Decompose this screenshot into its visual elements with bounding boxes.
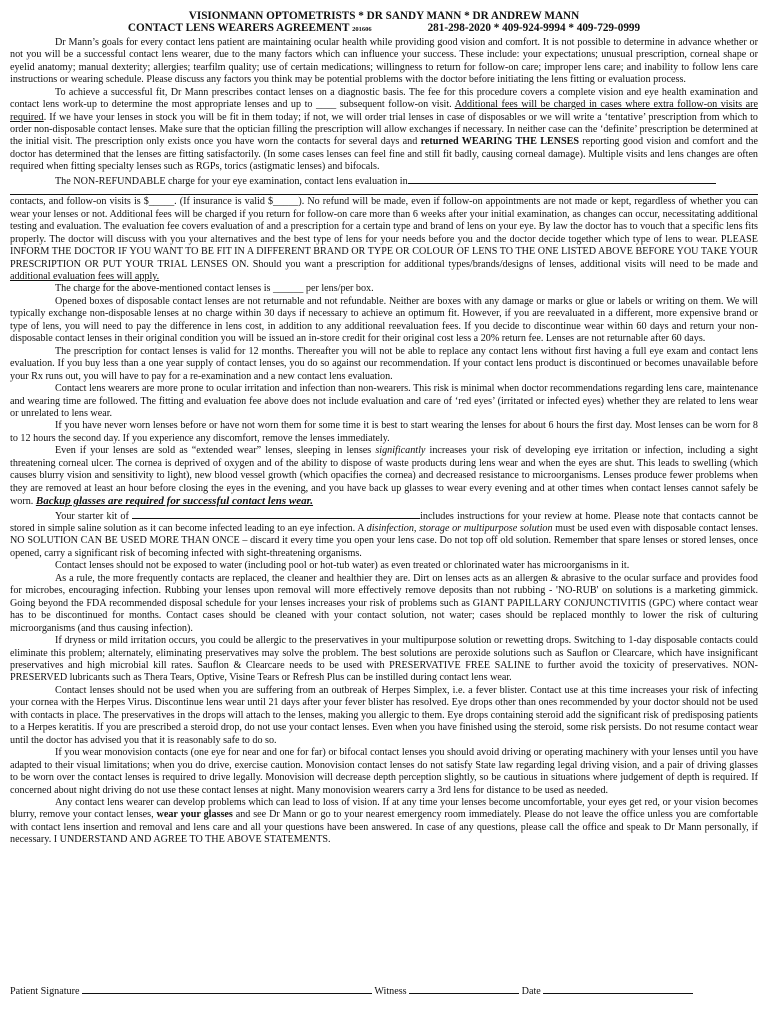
- starter-kit-blank[interactable]: [132, 509, 420, 519]
- starter-kit-paragraph: Your starter kit of includes instructions for your review at home. Please note that contacts cannot be stored in simple saline solution as it can become infected leading to an eye infection. A disinfection, storage or multipurpose solution must be used even with disposable contact lenses. NO SOLUTION CAN BE USED MORE THAN ONCE – discard it every time you open your lens case. Do not top off old solution. Remember that spare lenses or stored lenses, once opened, carry a significant risk of becoming infected with sight-threatening organisms.: [10, 510, 759, 559]
- lens-charge-paragraph: The charge for the above-mentioned contact lenses is ______ per lens/per box.: [55, 283, 374, 295]
- witness-field[interactable]: [409, 984, 519, 994]
- backup-glasses-notice: Backup glasses are required for successful contact lens wear.: [35, 495, 314, 508]
- fee-paragraph: contacts, and follow-on visits is $_____. (If insurance is valid $_____). No refund will be made, even if follow-on appointments are not made or kept, regardless of whether you can wear your lenses or not. Additional fees will be charged if you return for follow-on care more than 6 weeks after your initial examination, as changes can occur, necessitating additional testing and evaluation. The evaluation fee covers evaluation of and a prescription for a certain type and brand of lens on your eye. By law the doctor has to vouch that a specific lens fits properly. The doctor will discuss with you your alternatives and the best type of lens for your needs before you and the doctor decide together which type of lens to wear. PLEASE INFORM THE DOCTOR IF YOU WANT TO BE FIT IN A DIFFERENT BRAND OR TYPE OR COLOUR OF LENS TO THE ONE LISTED ABOVE BEFORE YOU TAKE YOUR PRESCRIPTION OR PUT YOUR TRIAL LENSES ON. Should you want a prescription for additional types/brands/designs of lenses, additional visits will need to be made and additional evaluation fees will apply.: [10, 196, 758, 282]
- infection-risk-paragraph: Contact lens wearers are more prone to ocular irritation and infection than non-wearers. This risk is minimal when doctor recommendations regarding lens care, maintenance and wearing time are followed. The fitting and evaluation fee above does not include evaluation and care of ‘red eyes’ (irritated or infected eyes) whether they are related to lens wear or unrelated to lens wear.: [10, 383, 758, 419]
- vision-loss-paragraph: Any contact lens wearer can develop problems which can lead to loss of vision. If at any time your lenses become uncomfortable, your eyes get red, or your vision becomes blurry, remove your contact lenses, wear your glasses and see Dr Mann or go to your nearest emergency room immediately. Please do not leave the office unless you are comfortable with contact lens insertion and removal and lens care and all your questions have been answered. In case of any questions, please call the office and speak to Dr Mann personally, if necessary. I UNDERSTAND AND AGREE TO THE ABOVE STATEMENTS.: [10, 797, 759, 846]
- water-exposure-paragraph: Contact lenses should not be exposed to water (including pool or hot-tub water) as even treated or chlorinated water has microorganisms in it.: [55, 560, 630, 572]
- wear-glasses-emphasis: wear your glasses: [156, 809, 233, 821]
- signature-row: [10, 984, 758, 998]
- patient-signature-field[interactable]: [82, 984, 372, 994]
- lens-type-blank-line[interactable]: [10, 188, 758, 195]
- agreement-document: [10, 10, 758, 847]
- fee-paragraph-start: The NON-REFUNDABLE charge for your eye examination, contact lens evaluation in: [10, 174, 758, 188]
- extended-wear-paragraph: Even if your lenses are sold as “extended wear” lenses, sleeping in lenses significantly increases your risk of developing eye irritation or infection, including a sight threatening corneal ulcer. The cornea is deprived of oxygen and of the ability to dispose of waste products during lens wear and when the eyes are shut. This leads to swelling (which causes blurry vision and sensitivity to light), new blood vessel growth (which opacifies the cornea) and decreased resistance to microorganisms. Lenses produce fewer problems when they are removed at least an hour before closing the eyes in the evening, and you have back up glasses to wear every evening and at other times when contact lenses cannot safely be worn. Backup glasses are required for successful contact lens wear.: [10, 445, 758, 508]
- wearing-schedule-paragraph: If you have never worn lenses before or have not worn them for some time it is best to start wearing the lenses for about 6 hours the first day. Most lenses can be worn for 8 to 12 hours the second day. If you experience any discomfort, remove the lenses immediately.: [10, 420, 758, 444]
- herpes-paragraph: Contact lenses should not be used when you are suffering from an outbreak of Herpes Simplex, i.e. a fever blister. Contact use at this time increases your risk of infecting your cornea with the Herpes Virus. Discontinue lens wear until 21 days after your fever blister has resolved. Eye drops other than ones recommended by your doctor should not be used with contacts in place. The preservatives in the drops will attach to the lenses, making you allergic to them. Eye drops containing steroid add the significant risk of predisposing patients to a Herpes keratitis. If you are prescribed a steroid drop, do not use your contact lenses. Even when you have finished using the steroid, some risk persists. Do not resume contact wear until the doctor has advised you that it is reasonably safe to do so.: [10, 684, 758, 746]
- fitting-paragraph: To achieve a successful fit, Dr Mann prescribes contact lenses on a diagnostic basis. The fee for this procedure covers a complete vision and eye health examination and contact lens work-up to determine the most appropriate lenses and up to ____ subsequent follow-on visit. Additional fees will be charged in cases where extra follow-on visits are required. If we have your lenses in stock you will be fit in them today; if not, we will order trial lenses in case of disposables or we will write a ‘tentative’ prescription from which to order non-disposable contact lenses. Make sure that the optician filling the prescription will allow exchanges if necessary. In neither case can the ‘definite’ prescription be determined at the initial visit. The prescription only exists once you have worn the contacts for several days and returned WEARING THE LENSES reporting good vision and comfort and the doctor has determined that the lenses are fitting satisfactorily. (In some cases lenses can feel fine and still fit badly, causing corneal damage). Multiple visits and lens changes are often required when fitting specialty lenses such as RGPs, torics (astigmatic lenses) and bifocals.: [10, 86, 758, 173]
- practice-name: VISIONMANN OPTOMETRISTS * DR SANDY MANN * DR ANDREW MANN: [188, 10, 580, 22]
- patient-signature-label: Patient Signature: [10, 986, 80, 997]
- returns-paragraph: Opened boxes of disposable contact lenses are not returnable and not refundable. Neither are boxes with any damage or marks or glue or labels or writing on them. We will typically exchange non-disposable lenses at no charge within 30 days if necessary to achieve an optimum fit. However, if you are reevaluated in a different, more expensive brand or type of lens, you will need to pay the difference in lens cost, in addition to any additional reevaluation fees. If you decide to discontinue wear within 60 days and return your non-disposable contact lenses in their original condition you will be issued an in-store credit for their original cost less a 20% return fee. Lenses are not returnable after 60 days.: [10, 295, 758, 345]
- header-title-row: [10, 22, 758, 36]
- goals-paragraph: Dr Mann’s goals for every contact lens patient are maintaining ocular health while providing good vision and comfort. It is not possible to determine in advance whether or not you will be a successful contact lens wearer, due to the many factors which can influence your success. These include: your expectations; unusual prescription, corneal shape or eyelid anatomy; manual dexterity; allergies; tearfilm quality; use of certain medications; willingness to return for follow-on care; improper lens care; and inability to follow lens care instructions or wearing schedule. Please discuss any factors you think may be potential problems with the doctor before initiating the lens fitting or evaluation process.: [10, 36, 758, 86]
- extra-fees-note: Additional fees will be charged in cases where extra follow-on visits are required: [10, 99, 758, 123]
- date-label: Date: [521, 986, 541, 997]
- phone-numbers: 281-298-2020 * 409-924-9994 * 409-729-0999: [427, 22, 641, 35]
- replacement-paragraph: As a rule, the more frequently contacts are replaced, the cleaner and healthier they are. Dirt on lenses acts as an allergen & abrasive to the ocular surface and provides food for microbes, encouraging infection. Rubbing your lenses upon removal will more effectively remove deposits than not rubbing - 'NO-RUB' on solutions is a marketing gimmick. Going beyond the FDA recommended disposal schedule for your lenses increases your risk of problems such as GIANT PAPILLARY CONJUNCTIVITIS (GPC) where contact wear has to be discontinued for months. Contact cases should be cleaned with your contact solution, not water; cases should be replaced monthly to lower the risk of culturing microorganisms (and thus causing infection).: [10, 572, 758, 634]
- witness-label: Witness: [374, 986, 407, 997]
- allergy-paragraph: If dryness or mild irritation occurs, you could be allergic to the preservatives in your multipurpose solution or rewetting drops. Switching to 1-day disposable contacts could eliminate this problem; alternately, eliminating preservatives may solve the problem. The best solutions are peroxide solutions such as Sauflon or Clearcare, which have insignificant preservatives and high microbial kill rates. Sauflon & Clearcare needs to be used with PRESERVATIVE FREE SALINE to further avoid the toxicity of preservatives. NON-PRESERVED lubricants such as Thera Tears, Optive, Visine Tears or Refresh Plus can be instilled during contact lens wear.: [10, 635, 758, 684]
- form-title: CONTACT LENS WEARERS AGREEMENT 201606: [127, 22, 372, 35]
- wearing-lenses-emphasis: returned WEARING THE LENSES: [420, 136, 580, 148]
- prescription-validity-paragraph: The prescription for contact lenses is valid for 12 months. Thereafter you will not be able to replace any contact lens without first having a full eye exam and contact lens evaluation. If you buy less than a one year supply of contact lenses, you do so against our recommendation. If your contact lens product is discontinued or becomes unavailable before your Rx runs out, you will have to pay for a re-examination and a new contact lens evaluation.: [10, 345, 758, 382]
- lens-type-blank[interactable]: [408, 174, 716, 184]
- form-code: 201606: [352, 26, 372, 34]
- date-field[interactable]: [543, 984, 693, 994]
- monovision-paragraph: If you wear monovision contacts (one eye for near and one for far) or bifocal contact lenses you should avoid driving or operating machinery with your lenses until you have adapted to their visual limitations; when you do drive, exercise caution. Monovision contact lenses do not satisfy State law regarding legal driving vision, and a pair of driving glasses to be worn over the contact lenses is required to drive legally. Monovision will decrease depth perception slightly, so be cautious in situations where judgement of depth is required. If concerned about night driving do not use these contact lenses at night. Many monovision wearers carry a 3rd lens for distance to be used as needed.: [10, 747, 758, 796]
- additional-fees-note: additional evaluation fees will apply.: [10, 270, 160, 282]
